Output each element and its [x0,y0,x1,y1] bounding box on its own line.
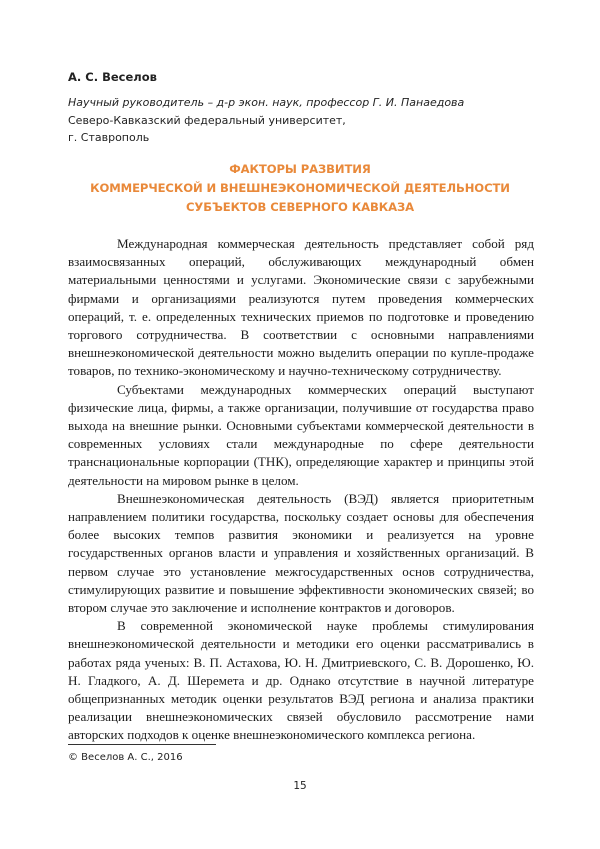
article-body [68,235,534,745]
affiliation-block [68,94,538,147]
copyright-footnote: © Веселов А. С., 2016 [68,752,183,763]
body-paragraph-3: Внешнеэкономическая деятельность (ВЭД) является приоритетным направлением политики государства, поскольку создает основы для обеспечения более высоких темпов развития экономики и реализуется на уровне государственных органов власти и управления и хозяйственных организаций. В первом случае это установление межгосударственных основ сотрудничества, стимулирующих развитие и повышение эффективности экономических связей; во втором случае это заключение и исполнение контрактов и договоров. [68,490,534,616]
title-line-3: СУБЪЕКТОВ СЕВЕРНОГО КАВКАЗА [186,200,414,214]
title-line-1: ФАКТОРЫ РАЗВИТИЯ [229,162,371,176]
body-paragraph-1: Международная коммерческая деятельность представляет собой ряд взаимосвязанных операций, обслуживающих международный обмен материальными ценностями и услугами. Экономические связи с зарубежными фирмами и организациями реализуются путем проведения коммерческих операций, т. е. определенных технических приемов по подготовке и проведению торгового сотрудничества. В соответствии с основными направлениями внешнеэкономической деятельности можно выделить операции по купле-продаже товаров, по технико-экономическому и научно-техническому сотрудничеству. [68,236,534,379]
title-line-2: КОММЕРЧЕСКОЙ И ВНЕШНЕЭКОНОМИЧЕСКОЙ ДЕЯТЕЛЬНОСТИ [90,181,510,195]
footnote-divider [68,744,216,745]
body-paragraph-4: В современной экономической науке проблемы стимулирования внешнеэкономической деятельности и методики его оценки рассматривались в работах ряда ученых: В. П. Астахова, Ю. Н. Дмитриевского, С. В. Дорошенко, Ю. Н. Гладкого, А. Д. Шеремета и др. Однако отсутствие в научной литературе общепризнанных методик оценки результатов ВЭД региона и анализа практики реализации внешнеэкономических связей обусловило рассмотрение нами авторских подходов к оценке внешнеэкономического комплекса региона. [68,618,534,743]
author-name: А. С. Веселов [68,70,157,84]
university-name: Северо-Кавказский федеральный университет, [68,113,346,127]
page-number: 15 [293,780,307,792]
body-paragraph-2: Субъектами международных коммерческих операций выступают физические лица, фирмы, а также организации, получившие от государства право выхода на внешние рынки. Основными субъектами коммерческой деятельности в современных условиях стали международные по сфере деятельности транснациональные корпорации (ТНК), определяющие характер и принципы этой деятельности на мировом рынке в целом. [68,381,534,488]
article-title [60,160,540,217]
city-name: г. Ставрополь [68,131,150,144]
scientific-advisor: Научный руководитель – д-р экон. наук, профессор Г. И. Панаедова [68,96,465,109]
